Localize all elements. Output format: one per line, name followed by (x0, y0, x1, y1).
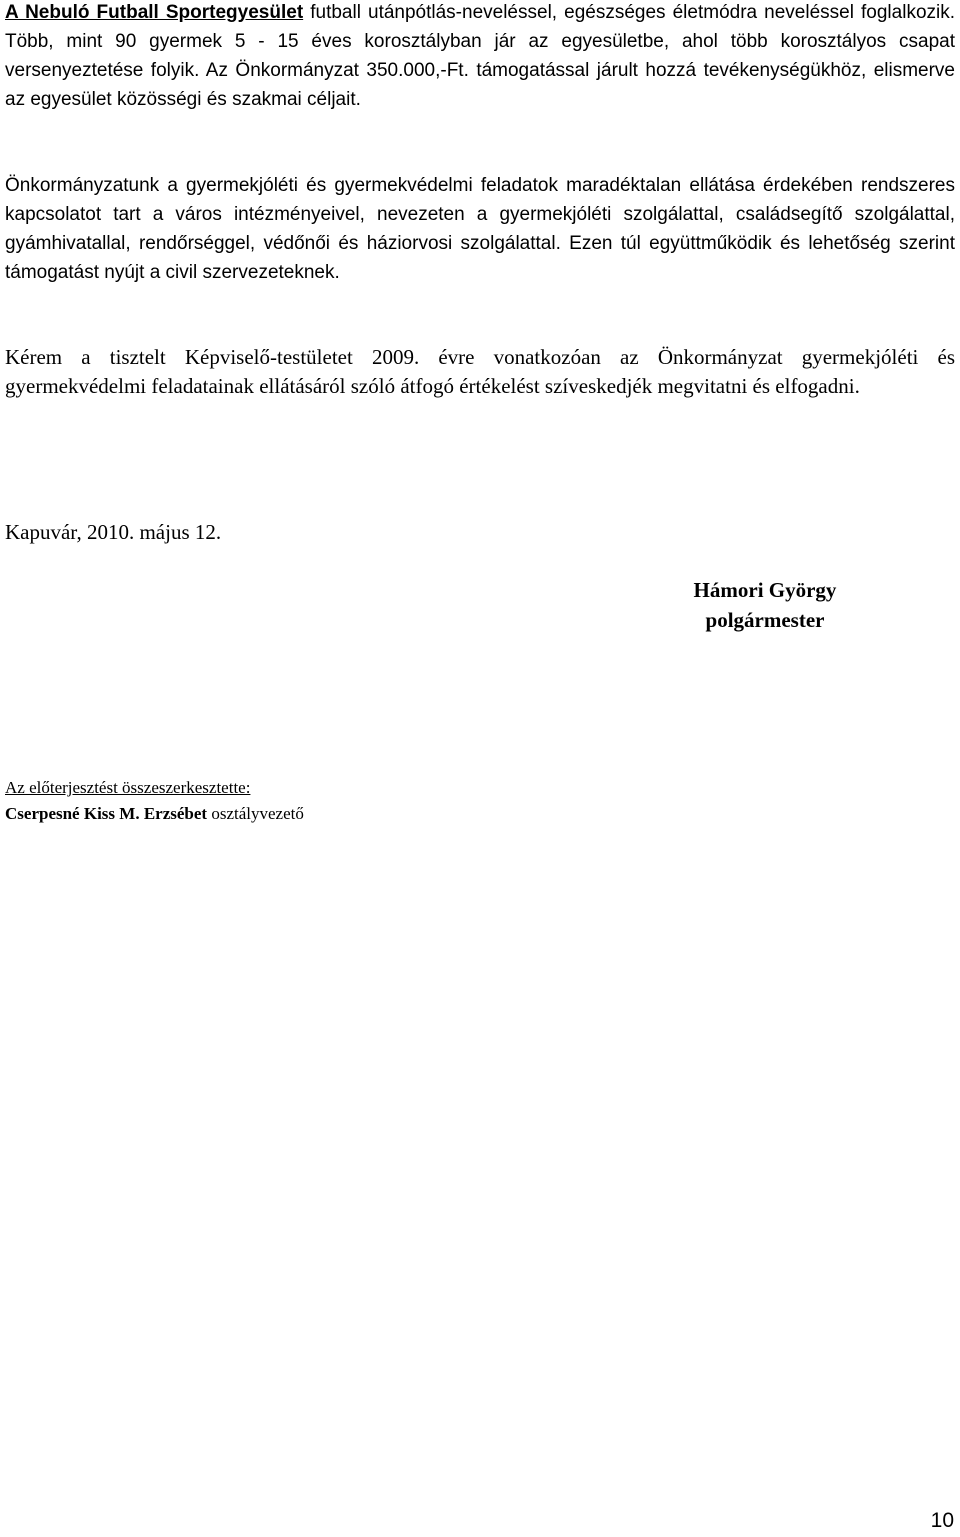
signatory-title: polgármester (705, 608, 825, 632)
signatory-name: Hámori György (693, 578, 837, 602)
page-number: 10 (930, 1509, 954, 1532)
club-name: A Nebuló Futball Sportegyesület (5, 2, 304, 23)
preparer-name: Cserpesné Kiss M. Erzsébet (5, 804, 208, 823)
paragraph-child-welfare-cooperation (5, 171, 955, 287)
paragraph-sports-club-text: futball utánpótlás-neveléssel, egészséges életmódra neveléssel foglalkozik. Több, mint 90 gyermek 5 - 15 éves korosztályban jár az egyesületbe, ahol több korosztályos csapat versenyeztetése folyik. Az Önkormányzat 350.000,-Ft. támogatással járult hozzá tevékenységükhöz, elismerve az egyesület közösségi és szakmai céljait. (5, 2, 956, 110)
signature-block (605, 575, 925, 635)
place-date: Kapuvár, 2010. május 12. (5, 520, 222, 544)
paragraph-request-text: Kérem a tisztelt Képviselő-testületet 2009. évre vonatkozóan az Önkormányzat gyermekjóléti és gyermekvédelmi feladatainak ellátásáról szóló átfogó értékelést szíveskedjék megvitatni és elfogadni. (5, 345, 955, 398)
preparer-role: osztályvezető (207, 804, 304, 823)
paragraph-child-welfare-cooperation-text: Önkormányzatunk a gyermekjóléti és gyermekvédelmi feladatok maradéktalan ellátása érdekében rendszeres kapcsolatot tart a város intézményeivel, nevezeten a gyermekjóléti szolgálattal, családsegítő szolgálattal, gyámhivatallal, rendőrséggel, védőnői és háziorvosi szolgálattal. Ezen túl együttműködik és lehetőség szerint támogatást nyújt a civil szervezeteknek. (5, 175, 955, 283)
paragraph-sports-club (5, 0, 955, 114)
prepared-by-block (5, 775, 304, 827)
paragraph-request (5, 343, 955, 401)
prepared-by-label: Az előterjesztést összeszerkesztette: (5, 778, 251, 797)
